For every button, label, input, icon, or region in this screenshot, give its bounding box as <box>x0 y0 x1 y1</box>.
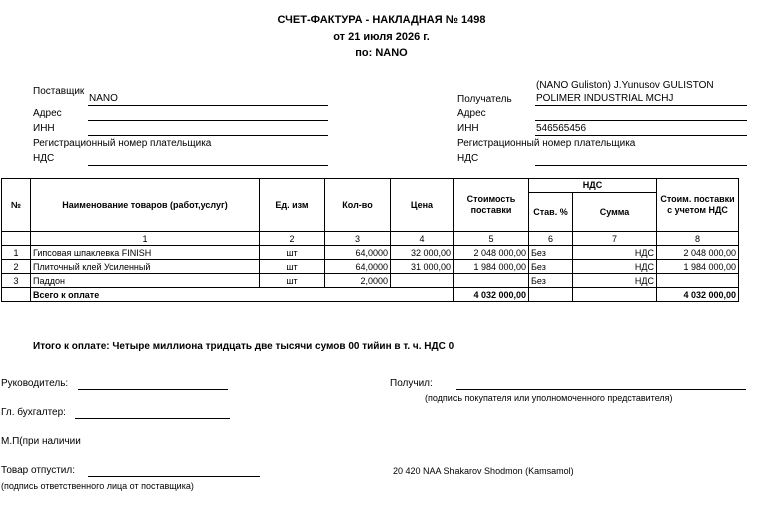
row-unit: шт <box>260 246 325 260</box>
col-number: 8 <box>657 232 739 246</box>
recipient-nds-line <box>535 165 747 166</box>
row-total: 2 048 000,00 <box>657 246 739 260</box>
total-cost: 4 032 000,00 <box>454 288 529 302</box>
row-cost: 2 048 000,00 <box>454 246 529 260</box>
total-label: Всего к оплате <box>31 288 454 302</box>
supplier-value: NANO <box>89 93 118 104</box>
director-label: Руководитель: <box>1 378 69 389</box>
total-empty <box>2 288 31 302</box>
recipient-value-2: POLIMER INDUSTRIAL MCHJ <box>536 93 674 104</box>
row-price: 31 000,00 <box>391 260 454 274</box>
header-vat-rate: Став. % <box>529 193 573 232</box>
row-vat-rate: Без <box>529 260 573 274</box>
invoice-title: СЧЕТ-ФАКТУРА - НАКЛАДНАЯ № 1498 <box>277 14 486 26</box>
column-number-row <box>2 232 739 246</box>
row-num: 1 <box>2 246 31 260</box>
col-number: 3 <box>325 232 391 246</box>
accountant-sign-line <box>75 418 230 419</box>
row-num: 3 <box>2 274 31 288</box>
supplier-inn-label: ИНН <box>33 123 55 134</box>
row-name: Гипсовая шпаклевка FINISH <box>31 246 260 260</box>
row-price <box>391 274 454 288</box>
row-qty: 64,0000 <box>325 246 391 260</box>
supplier-reg-label: Регистрационный номер плательщика <box>33 138 212 149</box>
supplier-address-label: Адрес <box>33 108 62 119</box>
recipient-label: Получатель <box>457 94 512 105</box>
row-cost: 1 984 000,00 <box>454 260 529 274</box>
row-unit: шт <box>260 274 325 288</box>
total-row <box>2 288 739 302</box>
row-vat-sum: НДС <box>573 260 657 274</box>
released-sign-line <box>88 476 260 477</box>
row-vat-rate: Без <box>529 246 573 260</box>
supplier-label: Поставщик <box>33 86 85 97</box>
header-cost: Стоимость поставки <box>454 179 529 232</box>
total-grand: 4 032 000,00 <box>657 288 739 302</box>
recipient-reg-label: Регистрационный номер плательщика <box>457 138 636 149</box>
released-label: Товар отпустил: <box>1 465 75 476</box>
row-qty: 64,0000 <box>325 260 391 274</box>
received-note: (подпись покупателя или уполномоченного представителя) <box>425 393 673 403</box>
row-unit: шт <box>260 260 325 274</box>
col-number: 5 <box>454 232 529 246</box>
col-number: 1 <box>31 232 260 246</box>
row-vat-sum: НДС <box>573 246 657 260</box>
header-name: Наименование товаров (работ,услуг) <box>31 179 260 232</box>
row-vat-rate: Без <box>529 274 573 288</box>
received-label: Получил: <box>390 378 433 389</box>
recipient-address-line <box>535 120 747 121</box>
col-number: 4 <box>391 232 454 246</box>
header-total: Стоим. поставки с учетом НДС <box>657 179 739 232</box>
row-total: 1 984 000,00 <box>657 260 739 274</box>
supplier-nds-label: НДС <box>33 153 55 164</box>
row-total <box>657 274 739 288</box>
row-cost <box>454 274 529 288</box>
table-row <box>2 274 739 288</box>
header-vat-group: НДС <box>529 179 657 193</box>
row-name: Плиточный клей Усиленный <box>31 260 260 274</box>
recipient-inn-line <box>535 135 747 136</box>
invoice-date: от 21 июля 2026 г. <box>333 31 430 43</box>
col-number: 2 <box>260 232 325 246</box>
director-sign-line <box>78 389 228 390</box>
row-price: 32 000,00 <box>391 246 454 260</box>
row-num: 2 <box>2 260 31 274</box>
footer-info: 20 420 NAA Shakarov Shodmon (Kamsamol) <box>393 466 574 476</box>
row-name: Паддон <box>31 274 260 288</box>
recipient-underline <box>535 105 747 106</box>
supplier-underline <box>88 105 328 106</box>
supplier-inn-line <box>88 135 328 136</box>
header-qty: Кол-во <box>325 179 391 232</box>
recipient-nds-label: НДС <box>457 153 479 164</box>
items-table <box>1 178 739 302</box>
supplier-nds-line <box>88 165 328 166</box>
col-number: 7 <box>573 232 657 246</box>
stamp-label: М.П(при наличии <box>1 436 81 447</box>
table-row <box>2 260 739 274</box>
row-qty: 2,0000 <box>325 274 391 288</box>
released-note: (подпись ответственного лица от поставщика) <box>1 481 194 491</box>
table-header-row <box>2 179 739 193</box>
row-vat-sum: НДС <box>573 274 657 288</box>
header-num: № <box>2 179 31 232</box>
received-sign-line <box>456 389 746 390</box>
recipient-inn-label: ИНН <box>457 123 479 134</box>
col-number <box>2 232 31 246</box>
accountant-label: Гл. бухгалтер: <box>1 407 66 418</box>
header-vat-sum: Сумма <box>573 193 657 232</box>
table-row <box>2 246 739 260</box>
recipient-inn-value: 546565456 <box>536 123 587 134</box>
header-price: Цена <box>391 179 454 232</box>
recipient-value-1: (NANO Guliston) J.Yunusov GULISTON <box>536 80 714 91</box>
col-number: 6 <box>529 232 573 246</box>
supplier-address-line <box>88 120 328 121</box>
summary-text: Итого к оплате: Четыре миллиона тридцать две тысячи сумов 00 тийин в т. ч. НДС 0 <box>33 341 455 352</box>
header-unit: Ед. изм <box>260 179 325 232</box>
total-empty <box>529 288 573 302</box>
recipient-address-label: Адрес <box>457 108 486 119</box>
invoice-basis: по: NANO <box>355 47 408 59</box>
total-empty <box>573 288 657 302</box>
